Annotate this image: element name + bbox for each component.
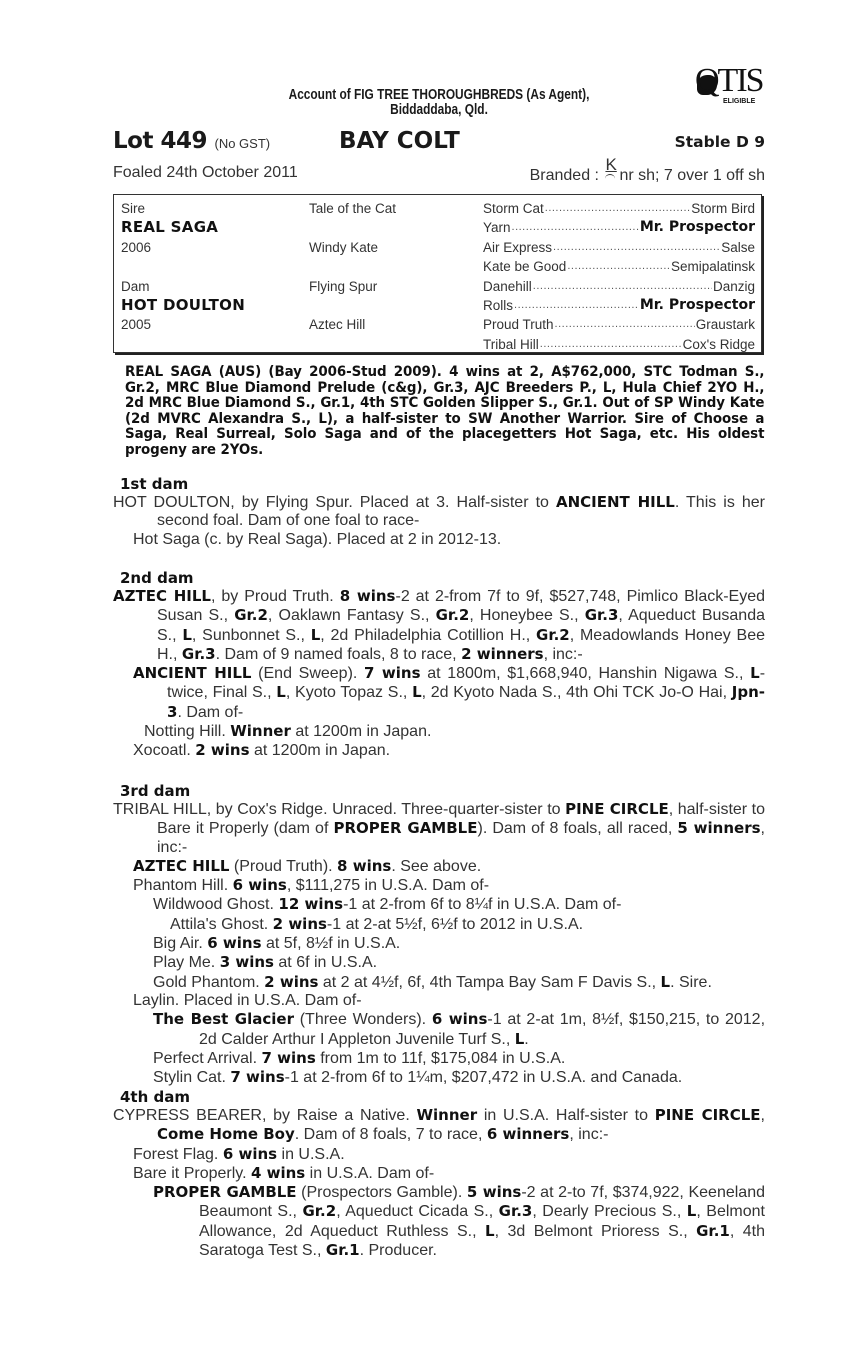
gp-sire: Graustark <box>695 317 755 333</box>
pedigree-parents-column <box>121 199 301 335</box>
text: at 1800m, $1,668,940, Hanshin Nigawa S., <box>420 665 751 683</box>
text: in U.S.A. Half-sister to <box>477 1107 655 1124</box>
dam-dam: Aztec Hill <box>309 317 366 333</box>
text: (Prospectors Gamble). <box>296 1184 467 1202</box>
progeny-line: Laylin. Placed in U.S.A. Dam of- <box>133 991 362 1009</box>
text: in U.S.A. Dam of- <box>305 1164 435 1182</box>
gp-dam: Storm Cat <box>483 201 544 216</box>
wins: 4 wins <box>250 1163 306 1182</box>
vendor-location: Biddaddaba, Qld. <box>390 102 488 118</box>
gp-dam: Kate be Good <box>483 259 567 275</box>
pedigree-row <box>483 296 755 315</box>
wins: 6 wins <box>232 876 287 895</box>
gp-sire: Cox's Ridge <box>682 336 755 352</box>
sire-sire: Tale of the Cat <box>309 201 397 216</box>
text: . <box>524 1030 529 1048</box>
text: in U.S.A. <box>277 1145 345 1163</box>
text: at 1200m in Japan. <box>290 723 432 741</box>
text: , by Proud Truth. <box>210 588 340 605</box>
text: -1 at 2-from 6f to 8¼f in U.S.A. Dam of- <box>343 896 622 914</box>
sire-name: REAL SAGA <box>121 218 219 237</box>
qtis-eligible-logo <box>687 62 767 108</box>
grade: Gr.2 <box>234 606 268 625</box>
horse-name: PROPER GAMBLE <box>153 1183 297 1202</box>
pedigree-row <box>483 257 755 276</box>
sire-label: Sire <box>121 201 146 216</box>
gst-note: (No GST) <box>214 136 271 151</box>
progeny-paragraph <box>113 664 765 722</box>
progeny-paragraph <box>113 1010 765 1049</box>
text: , inc:- <box>569 1126 609 1144</box>
text: -1 at 2-at 1m, 8½f, $150,215, to 2012, 2d Calder Arthur I Appleton Juvenile Turf S., <box>199 1011 766 1048</box>
first-dam-section <box>113 476 765 549</box>
sire-year: 2006 <box>121 239 152 255</box>
fourth-dam-section <box>113 1089 765 1260</box>
text: , Aqueduct Cicada S., <box>336 1203 499 1221</box>
lot-label: Lot 449 <box>113 128 207 154</box>
qtis-eligible-text: ELIGIBLE <box>723 98 756 105</box>
text: Phantom Hill. <box>133 877 233 895</box>
wins: 2 wins <box>195 741 250 760</box>
grade: Jpn-3 <box>167 683 765 721</box>
grade: Gr.2 <box>536 625 570 644</box>
text: . This is her second foal. Dam of one foal to race- <box>157 494 766 530</box>
text: . Dam of- <box>177 703 244 721</box>
pedigree-row <box>483 218 755 237</box>
wins: 7 wins <box>364 664 421 683</box>
pedigree-great-grandparents-column <box>483 199 755 354</box>
brand-location: nr sh; 7 over 1 off sh <box>619 167 765 184</box>
leader-dots <box>553 238 720 257</box>
grade: Gr.2 <box>302 1202 337 1221</box>
text: , Oaklawn Fantasy S., <box>267 607 436 625</box>
winners: 2 winners <box>461 644 544 663</box>
progeny-paragraph <box>113 1183 765 1260</box>
vendor-name: Account of FIG TREE THOROUGHBREDS (As Agent), <box>288 87 590 103</box>
text: , <box>760 1107 765 1124</box>
horse-name: The Best Glacier <box>153 1010 294 1029</box>
gp-dam: Tribal Hill <box>483 336 539 352</box>
text: . See above. <box>391 857 482 875</box>
section-title: 4th dam <box>120 1088 190 1106</box>
text: , 2d Kyoto Nada S., 4th Ohi TCK Jo-O Hai, <box>421 684 732 702</box>
text: Attila's Ghost. <box>170 915 273 933</box>
text: , Sunbonnet S., <box>191 626 311 644</box>
gp-sire: Mr. Prospector <box>639 219 755 236</box>
text: . Producer. <box>359 1242 437 1260</box>
wins: 2 wins <box>264 972 319 991</box>
text: Bare it Properly. <box>133 1164 251 1182</box>
wins: 8 wins <box>339 587 396 605</box>
text: , Aqueduct Busanda S., <box>157 607 766 644</box>
wins: 6 wins <box>431 1010 488 1029</box>
text: at 5f, 8½f in U.S.A. <box>261 935 401 953</box>
pedigree-row <box>483 238 755 257</box>
brand-arc-icon <box>605 174 615 183</box>
horse-name: PINE CIRCLE <box>654 1106 761 1124</box>
gp-sire: Danzig <box>712 278 755 294</box>
dam-sire: Flying Spur <box>309 278 378 294</box>
text: , 2d Philadelphia Cotillion H., <box>320 626 537 644</box>
wins: 6 wins <box>222 1144 278 1163</box>
grade: Gr.3 <box>584 606 619 625</box>
text: (End Sweep). <box>251 665 365 683</box>
dam-year: 2005 <box>121 317 152 333</box>
text: -1 at 2-at 5½f, 6½f to 2012 in U.S.A. <box>326 915 584 933</box>
text: , half-sister to Bare it Properly (dam of <box>157 801 766 838</box>
text: Xocoatl. <box>133 742 196 760</box>
branded-label: Branded : <box>529 167 599 184</box>
progeny-line <box>113 1068 765 1087</box>
progeny-line <box>113 1164 765 1183</box>
dam-paragraph <box>113 800 765 857</box>
horse-name: ANCIENT HILL <box>555 493 675 511</box>
text: at 2 at 4½f, 6f, 4th Tampa Bay Sam F Davis S., <box>318 973 661 991</box>
text: HOT DOULTON, by Flying Spur. Placed at 3. Half-sister to <box>113 494 556 511</box>
text: ). Dam of 8 foals, all raced, <box>477 820 678 838</box>
lot-line <box>113 128 765 158</box>
spacer <box>309 296 469 315</box>
text: Notting Hill. <box>144 723 231 741</box>
text: Gold Phantom. <box>153 973 265 991</box>
text: at 6f in U.S.A. <box>273 954 378 972</box>
leader-dots <box>540 335 682 354</box>
progeny-line <box>113 722 765 741</box>
gp-sire: Mr. Prospector <box>639 296 755 313</box>
text: Big Air. <box>153 935 208 953</box>
vendor-heading <box>172 88 707 118</box>
leader-dots <box>567 257 670 276</box>
text: Stylin Cat. <box>153 1069 231 1087</box>
progeny-line: Hot Saga (c. by Real Saga). Placed at 2 in 2012-13. <box>133 530 502 548</box>
gp-dam: Danehill <box>483 278 532 294</box>
qtis-logo-text: QTIS <box>695 62 763 99</box>
brand-symbol-icon <box>604 155 618 182</box>
wins: 12 wins <box>278 895 344 914</box>
text: -2 at 2-from 7f to 9f, $527,748, Pimlico Black-Eyed Susan S., <box>157 588 766 625</box>
grade: Gr.2 <box>435 606 470 625</box>
text: , $111,275 in U.S.A. Dam of- <box>286 877 490 895</box>
wins: 6 wins <box>207 934 262 953</box>
text: -twice, Final S., <box>167 665 766 702</box>
wins: 3 wins <box>219 953 274 972</box>
dam-paragraph <box>113 587 765 664</box>
wins: 8 wins <box>337 856 392 875</box>
dam-name: HOT DOULTON <box>121 295 246 314</box>
text: Forest Flag. <box>133 1145 223 1163</box>
leader-dots <box>555 315 695 334</box>
foaled-date: Foaled 24th October 2011 <box>113 164 298 181</box>
gp-dam: Air Express <box>483 239 553 255</box>
pedigree-grandparents-column <box>309 199 469 335</box>
text: , Kyoto Topaz S., <box>285 684 413 702</box>
text: at 1200m in Japan. <box>249 742 391 760</box>
leader-dots <box>533 277 712 296</box>
wins: 2 wins <box>272 914 327 933</box>
lot-number <box>113 128 270 154</box>
pedigree-row <box>483 199 755 218</box>
text: . Dam of 9 named foals, 8 to race, <box>215 645 462 663</box>
gp-sire: Semipalatinsk <box>670 259 755 275</box>
progeny-line <box>113 1145 765 1164</box>
section-title: 1st dam <box>120 475 189 493</box>
section-title: 3rd dam <box>120 782 191 800</box>
wins: 7 wins <box>230 1068 285 1087</box>
grade: Gr.3 <box>498 1202 533 1221</box>
spacer <box>121 257 301 276</box>
sire-dam: Windy Kate <box>309 239 379 255</box>
grade: L <box>686 1202 697 1221</box>
brand-description <box>529 155 765 185</box>
wins: Winner <box>230 722 291 741</box>
text: Perfect Arrival. <box>153 1049 262 1067</box>
progeny-line <box>113 934 765 953</box>
grade: L <box>514 1029 525 1048</box>
horse-name: PINE CIRCLE <box>565 800 669 818</box>
grade: L <box>182 625 192 644</box>
horse-name: ANCIENT HILL <box>133 664 252 683</box>
text: Wildwood Ghost. <box>153 896 279 914</box>
text: , inc:- <box>157 820 765 856</box>
progeny-line <box>113 1049 765 1068</box>
text: , Honeybee S., <box>469 607 585 625</box>
pedigree-row <box>483 335 755 354</box>
leader-dots <box>512 218 639 237</box>
grade: Gr.1 <box>325 1241 360 1260</box>
grade: Gr.1 <box>696 1221 730 1240</box>
progeny-line <box>113 953 765 972</box>
wins: Winner <box>416 1106 478 1124</box>
wins: 7 wins <box>261 1048 316 1067</box>
leader-dots <box>514 296 639 315</box>
gp-sire: Storm Bird <box>691 201 755 216</box>
text: from 1m to 11f, $175,084 in U.S.A. <box>315 1049 566 1067</box>
dam-label: Dam <box>121 278 150 294</box>
grade: L <box>485 1221 495 1240</box>
horse-name: AZTEC HILL <box>113 587 211 605</box>
text: (Proud Truth). <box>229 857 338 875</box>
third-dam-section <box>113 783 765 1087</box>
progeny-line <box>113 857 765 876</box>
text: (Three Wonders). <box>294 1011 432 1029</box>
text: TRIBAL HILL, by Cox's Ridge. Unraced. Three-quarter-sister to <box>113 801 566 818</box>
winners: 5 winners <box>677 819 761 838</box>
leader-dots <box>545 199 690 218</box>
gp-sire: Salse <box>721 239 755 255</box>
gp-dam: Yarn <box>483 220 511 236</box>
grade: L <box>276 683 286 702</box>
progeny-line <box>113 741 765 760</box>
text: . Dam of 8 foals, 7 to race, <box>294 1126 487 1144</box>
grade: L <box>310 625 321 644</box>
text: , Meadowlands Honey Bee H., <box>157 626 765 663</box>
text: . Sire. <box>670 973 712 991</box>
grade: L <box>412 683 422 702</box>
progeny-line <box>113 915 765 934</box>
grade: L <box>660 972 671 991</box>
horse-name: Come Home Boy <box>157 1125 295 1144</box>
progeny-line <box>113 973 765 992</box>
gp-dam: Proud Truth <box>483 317 554 333</box>
pedigree-row <box>483 315 755 334</box>
progeny-line <box>113 895 765 914</box>
sire-summary: REAL SAGA (AUS) (Bay 2006-Stud 2009). 4 wins at 2, A$762,000, STC Todman S., Gr.2, MRC Blue Diamond Prelude (c&g), Gr.3, AJC Breeders P., L, Hula Chief 2YO H., 2d MRC Blue Diamond S., Gr.1, 4th STC Golden Slipper S., Gr.1. Out of SP Windy Kate (2d MVRC Alexandra S., L), a half-sister to SW Another Warrior. Sire of Choose a Saga, Real Surreal, Solo Saga and of the placegetters Hot Saga, etc. His oldest progeny are 2YOs. <box>125 363 765 458</box>
winners: 6 winners <box>486 1125 570 1144</box>
dam-paragraph <box>113 1106 765 1145</box>
text: Play Me. <box>153 954 220 972</box>
wins: 5 wins <box>466 1183 522 1202</box>
second-dam-section <box>113 570 765 761</box>
progeny-line <box>113 876 765 895</box>
gp-dam: Rolls <box>483 297 514 313</box>
spacer <box>309 218 469 237</box>
stable-number: Stable D 9 <box>674 133 765 151</box>
text: , 4th Saratoga Test S., <box>199 1222 765 1260</box>
section-title: 2nd dam <box>120 569 194 587</box>
grade: Gr.3 <box>181 644 216 663</box>
dam-paragraph <box>113 493 765 531</box>
lot-description: BAY COLT <box>339 128 460 154</box>
brand-letter: K <box>605 155 617 174</box>
text: , inc:- <box>543 645 583 663</box>
text: CYPRESS BEARER, by Raise a Native. <box>113 1107 417 1124</box>
text: -2 at 2-to 7f, $374,922, Keeneland Beaumont S., <box>199 1184 765 1221</box>
grade: L <box>750 664 760 683</box>
spacer <box>309 257 469 276</box>
pedigree-table <box>113 194 762 353</box>
pedigree-row <box>483 277 755 296</box>
text: , Belmont Allowance, 2d Aqueduct Ruthless S., <box>199 1203 765 1240</box>
text: -1 at 2-from 6f to 1¼m, $207,472 in U.S.A. and Canada. <box>284 1069 683 1087</box>
text: , Dearly Precious S., <box>532 1203 687 1221</box>
horse-name: PROPER GAMBLE <box>333 819 478 838</box>
text: , 3d Belmont Prioress S., <box>494 1222 697 1240</box>
horse-name: AZTEC HILL <box>133 856 230 875</box>
